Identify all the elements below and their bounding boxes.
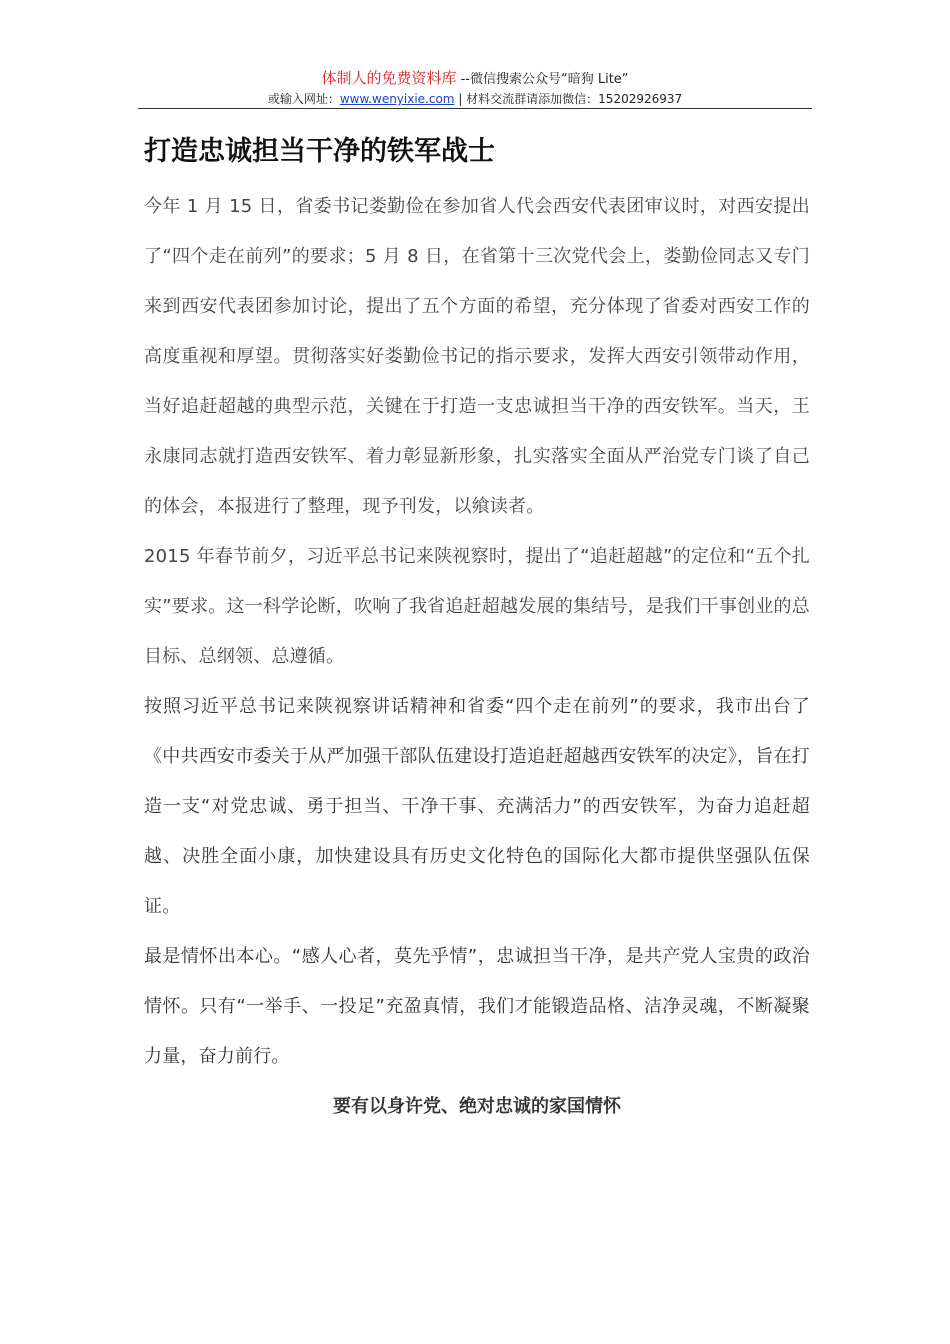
header-tagline: --微信搜索公众号“暗狗 Lite” — [456, 72, 629, 87]
header-divider — [138, 108, 812, 109]
article-title: 打造忠诚担当干净的铁军战士 — [144, 136, 495, 167]
header-contact: | 材料交流群请添加微信：15202926937 — [454, 92, 683, 106]
article-body — [144, 182, 810, 1132]
header-line-2 — [138, 90, 812, 108]
paragraph-2: 2015 年春节前夕，习近平总书记来陕视察时，提出了“追赶超越”的定位和“五个扎实”要求。这一科学论断，吹响了我省追赶超越发展的集结号，是我们干事创业的总目标、总纲领、总遵循。 — [144, 546, 810, 667]
paragraph-3: 按照习近平总书记来陕视察讲话精神和省委“四个走在前列”的要求，我市出台了《中共西安市委关于从严加强干部队伍建设打造追赶超越西安铁军的决定》，旨在打造一支“对党忠诚、勇于担当、干净干事、充满活力”的西安铁军，为奋力追赶超越、决胜全面小康，加快建设具有历史文化特色的国际化大都市提供坚强队伍保证。 — [144, 696, 810, 917]
section-subheading: 要有以身许党、绝对忠诚的家国情怀 — [333, 1096, 621, 1117]
header-website-link[interactable]: www.wenyixie.com — [339, 92, 455, 106]
page-header — [138, 68, 812, 108]
paragraph-1: 今年 1 月 15 日，省委书记娄勤俭在参加省人代会西安代表团审议时，对西安提出了“四个走在前列”的要求；5 月 8 日，在省第十三次党代会上，娄勤俭同志又专门来到西安代表团参加讨论，提出了五个方面的希望，充分体现了省委对西安工作的高度重视和厚望。贯彻落实好娄勤俭书记的指示要求，发挥大西安引领带动作用，当好追赶超越的典型示范，关键在于打造一支忠诚担当干净的西安铁军。当天，王永康同志就打造西安铁军、着力彰显新形象，扎实落实全面从严治党专门谈了自己的体会，本报进行了整理，现予刊发，以飨读者。 — [144, 196, 810, 517]
header-brand: 体制人的免费资料库 — [321, 69, 457, 87]
header-line-1 — [138, 68, 812, 90]
header-url-prefix: 或输入网址： — [267, 92, 340, 106]
paragraph-4: 最是情怀出本心。“感人心者，莫先乎情”，忠诚担当干净，是共产党人宝贵的政治情怀。只有“一举手、一投足”充盈真情，我们才能锻造品格、洁净灵魂，不断凝聚力量，奋力前行。 — [144, 946, 810, 1067]
